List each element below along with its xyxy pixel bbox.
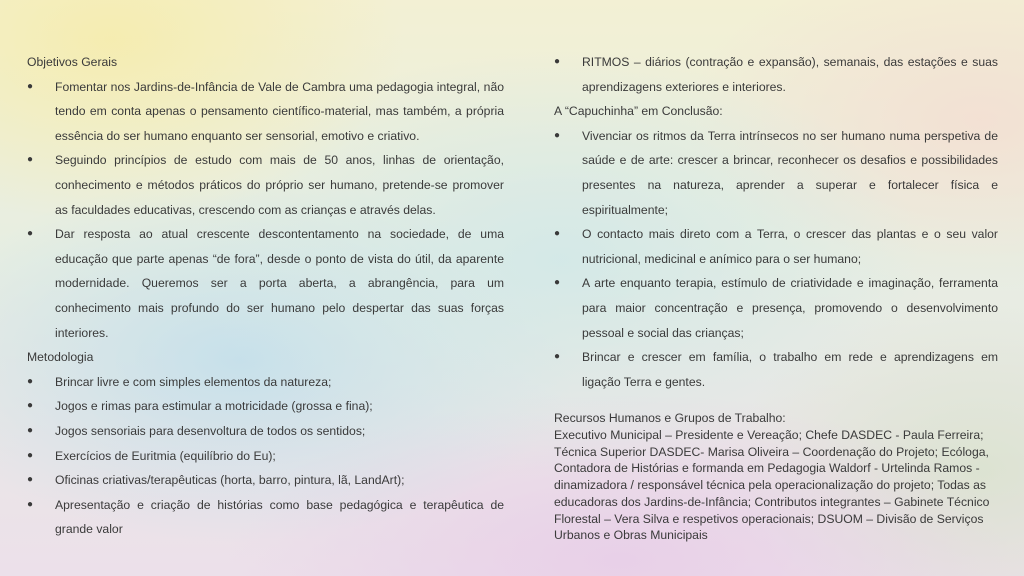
- list-item: [554, 124, 998, 222]
- metodologia-heading: Metodologia: [27, 350, 94, 365]
- recursos-heading: Recursos Humanos e Grupos de Trabalho:: [554, 411, 786, 426]
- list-item-text: RITMOS – diários (contração e expansão), semanais, das estações e suas aprendizagens exteriores e interiores.: [582, 55, 998, 94]
- list-item-text: Dar resposta ao atual crescente descontentamento na sociedade, de uma educação que parte apenas “de fora”, desde o ponto de vista do útil, da aparente modernidade. Queremos ser a porta aberta, a abrangência, para um conhecimento mais profundo do ser humano pelo despertar das suas forças interiores.: [55, 227, 504, 340]
- bullet-icon: ●: [554, 351, 561, 363]
- objetivos-heading: Objetivos Gerais: [27, 55, 118, 69]
- list-item-text: Jogos sensoriais para desenvoltura de todos os sentidos;: [55, 423, 366, 438]
- list-item-text: Apresentação e criação de histórias como base pedagógica e terapêutica de grande valor: [55, 497, 504, 537]
- recursos-text: Executivo Municipal – Presidente e Vereação; Chefe DASDEC - Paula Ferreira; Técnica Superior DASDEC- Marisa Oliveira – Coordenação do Projeto; Ecóloga, Contadora de Histórias e formanda em Pedagogia Waldorf - Urtelinda Ramos - dinamizadora / responsável técnica pela operacionalização do projeto; Todas as educadoras dos Jardins-de-Infância; Contributos integrantes – Gabinete Técnico Florestal – Vera Silva e respetivos operacionais; DSUOM – Divisão de Serviços Urbanos e Obras Municipais: [554, 428, 990, 543]
- bullet-icon: ●: [27, 375, 34, 387]
- list-item-text: Brincar e crescer em família, o trabalho em rede e aprendizagens em ligação Terra e gentes.: [582, 350, 998, 389]
- list-item: [27, 75, 504, 149]
- conclusao-heading: A “Capuchinha” em Conclusão:: [554, 104, 723, 119]
- bullet-icon: ●: [27, 228, 34, 240]
- list-item: [27, 222, 504, 345]
- conclusao-list: [554, 124, 998, 395]
- bullet-icon: ●: [27, 498, 34, 510]
- list-item: [27, 419, 504, 444]
- left-column: [27, 50, 504, 542]
- bullet-icon: ●: [27, 400, 34, 412]
- list-item: [554, 222, 998, 271]
- recursos-section: [554, 410, 998, 544]
- metodologia-list: [27, 370, 504, 542]
- list-item: [27, 148, 504, 222]
- bullet-icon: ●: [27, 424, 34, 436]
- list-item-text: Exercícios de Euritmia (equilíbrio do Eu);: [55, 448, 276, 463]
- list-item: [554, 271, 998, 345]
- bullet-icon: ●: [27, 449, 34, 461]
- bullet-icon: ●: [27, 80, 34, 92]
- list-item-text: A arte enquanto terapia, estímulo de criatividade e imaginação, ferramenta para maior concentração e presença, promovendo o desenvolvimento pessoal e social das crianças;: [582, 276, 998, 340]
- ritmos-list: [554, 50, 998, 99]
- bullet-icon: ●: [27, 154, 34, 166]
- list-item: [27, 468, 504, 493]
- bullet-icon: ●: [554, 228, 561, 240]
- bullet-icon: ●: [554, 56, 561, 67]
- list-item: [27, 493, 504, 542]
- list-item: [554, 50, 998, 99]
- list-item: [27, 370, 504, 395]
- list-item: [27, 444, 504, 469]
- right-column: [554, 50, 998, 544]
- list-item-text: Vivenciar os ritmos da Terra intrínsecos no ser humano numa perspetiva de saúde e de arte: crescer a brincar, reconhecer os desafios e possibilidades presentes na natureza, aprender a superar e fortalecer física e espiritualmente;: [582, 128, 998, 217]
- list-item-text: Seguindo princípios de estudo com mais de 50 anos, linhas de orientação, conhecimento e métodos práticos do próprio ser humano, pretende-se promover as faculdades educativas, crescendo com as crianças e através delas.: [55, 153, 504, 217]
- list-item-text: Fomentar nos Jardins-de-Infância de Vale de Cambra uma pedagogia integral, não tendo em conta apenas o pensamento científico-material, mas também, a própria essência do ser humano enquanto ser sensorial, emotivo e criativo.: [55, 79, 504, 143]
- bullet-icon: ●: [27, 474, 34, 486]
- bullet-icon: ●: [554, 129, 561, 141]
- list-item-text: O contacto mais direto com a Terra, o crescer das plantas e o seu valor nutricional, medicinal e anímico para o ser humano;: [582, 227, 998, 266]
- list-item-text: Jogos e rimas para estimular a motricidade (grossa e fina);: [55, 399, 373, 414]
- bullet-icon: ●: [554, 277, 561, 289]
- list-item-text: Oficinas criativas/terapêuticas (horta, barro, pintura, lã, LandArt);: [55, 473, 405, 488]
- list-item-text: Brincar livre e com simples elementos da natureza;: [55, 374, 332, 389]
- list-item: [554, 345, 998, 394]
- list-item: [27, 394, 504, 419]
- objetivos-list: [27, 75, 504, 346]
